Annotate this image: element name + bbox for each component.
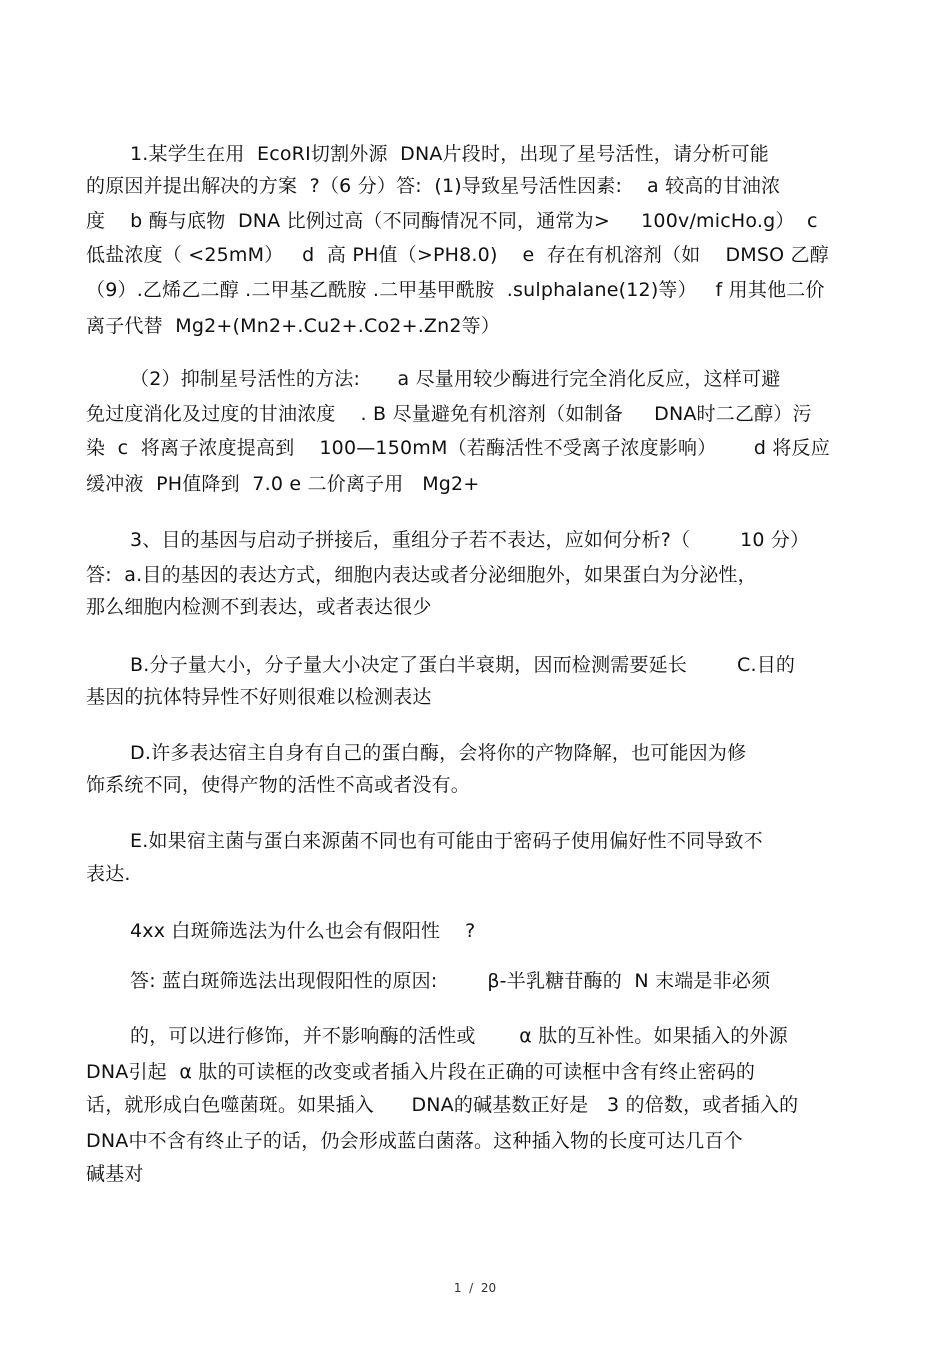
text-line: 免过度消化及过度的甘油浓度 . B 尽量避免有机溶剂（如制备 DNA时二乙醇）污 [86, 403, 812, 425]
text-line: 度 b 酶与底物 DNA 比例过高（不同酶情况不同，通常为> 100v/micHo.g） c [86, 210, 818, 232]
text-line: 基因的抗体特异性不好则很难以检测表达 [86, 686, 432, 708]
text-line: 答: a.目的基因的表达方式，细胞内表达或者分泌细胞外，如果蛋白为分泌性， [86, 564, 757, 586]
text-line: 染 c 将离子浓度提高到 100—150mM（若酶活性不受离子浓度影响） d 将反应 [86, 437, 830, 459]
text-line: 4xx 白斑筛选法为什么也会有假阳性 ? [130, 920, 476, 942]
text-line: 碱基对 [86, 1163, 144, 1185]
text-line: 的，可以进行修饰，并不影响酶的活性或 α 肽的互补性。如果插入的外源 [130, 1025, 788, 1047]
text-line: 那么细胞内检测不到表达，或者表达很少 [86, 596, 432, 618]
text-line: E.如果宿主菌与蛋白来源菌不同也有可能由于密码子使用偏好性不同导致不 [130, 830, 763, 852]
text-line: 答: 蓝白斑筛选法出现假阳性的原因: β-半乳糖苷酶的 N 末端是非必须 [130, 970, 771, 992]
page-number: 1 / 20 [453, 1281, 497, 1295]
text-line: （9）.乙烯乙二醇 .二甲基乙酰胺 .二甲基甲酰胺 .sulphalane(12)等） f 用其他二价 [86, 279, 825, 301]
text-line: 的原因并提出解决的方案 ?（6 分）答: (1)导致星号活性因素: a 较高的甘油浓 [86, 175, 781, 197]
text-line: D.许多表达宿主自身有自己的蛋白酶，会将你的产物降解，也可能因为修 [130, 742, 747, 764]
text-line: 3、目的基因与启动子拼接后，重组分子若不表达，应如何分析?（ 10 分） [130, 529, 810, 551]
text-line: 饰系统不同，使得产物的活性不高或者没有。 [86, 774, 471, 796]
text-line: （2）抑制星号活性的方法: a 尽量用较少酶进行完全消化反应，这样可避 [130, 368, 781, 390]
text-line: 缓冲液 PH值降到 7.0 e 二价离子用 Mg2+ [86, 473, 480, 495]
text-line: 表达. [86, 863, 131, 885]
text-line: DNA中不含有终止子的话，仍会形成蓝白菌落。这种插入物的长度可达几百个 [86, 1130, 743, 1152]
text-line: 低盐浓度（ <25mM） d 高 PH值（>PH8.0) e 存在有机溶剂（如 DMSO 乙醇 [86, 244, 829, 266]
text-line: 1.某学生在用 EcoRI切割外源 DNA片段时，出现了星号活性，请分析可能 [130, 143, 770, 165]
text-line: 离子代替 Mg2+(Mn2+.Cu2+.Co2+.Zn2等） [86, 315, 501, 337]
text-line: DNA引起 α 肽的可读框的改变或者插入片段在正确的可读框中含有终止密码的 [86, 1061, 756, 1083]
text-line: B.分子量大小，分子量大小决定了蛋白半衰期，因而检测需要延长 C.目的 [130, 654, 796, 676]
text-line: 话，就形成白色噬菌斑。如果插入 DNA的碱基数正好是 3 的倍数，或者插入的 [86, 1094, 799, 1116]
